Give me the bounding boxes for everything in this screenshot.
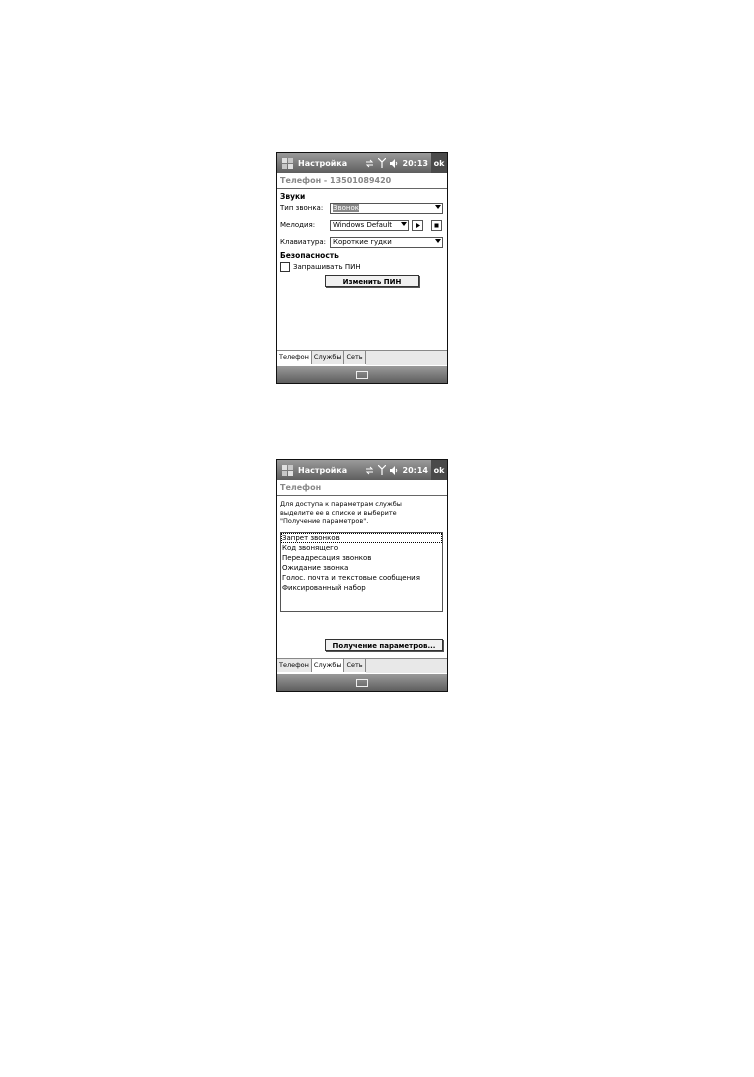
security-section-title: Безопасность: [280, 251, 339, 260]
keyboard-label: Клавиатура:: [280, 238, 327, 246]
stop-icon: [432, 221, 441, 230]
app-title: Настройка: [298, 465, 348, 475]
tab-network[interactable]: Сеть: [344, 659, 365, 672]
keyboard-value: Короткие гудки: [333, 238, 392, 246]
ok-button[interactable]: ok: [431, 460, 447, 480]
tab-bar-filler: [366, 351, 447, 365]
list-item[interactable]: Ожидание звонка: [282, 564, 349, 572]
chevron-down-icon: [435, 239, 441, 243]
play-icon: [413, 221, 422, 230]
tab-services[interactable]: Службы: [312, 659, 345, 672]
phone-services-screen: [276, 459, 448, 692]
list-item[interactable]: Фиксированный набор: [282, 584, 366, 592]
windows-start-icon[interactable]: [279, 462, 295, 478]
status-icons: [365, 153, 428, 173]
menu-bar: [277, 366, 447, 383]
ring-type-label: Тип звонка:: [280, 204, 324, 212]
windows-start-icon[interactable]: [279, 155, 295, 171]
menu-bar: [277, 674, 447, 691]
connectivity-icon: [365, 466, 374, 475]
instructions-line: выделите ее в списке и выберите: [280, 508, 397, 517]
chevron-down-icon: [435, 205, 441, 209]
volume-icon[interactable]: [390, 466, 399, 475]
sounds-section-title: Звуки: [280, 192, 306, 201]
connectivity-icon: [365, 159, 374, 168]
keyboard-dropdown[interactable]: [330, 237, 443, 248]
tab-phone[interactable]: Телефон: [277, 351, 312, 364]
tab-phone[interactable]: Телефон: [277, 659, 312, 672]
services-list[interactable]: [280, 532, 443, 612]
clock[interactable]: 20:13: [402, 158, 428, 168]
clock[interactable]: 20:14: [402, 465, 428, 475]
tab-network[interactable]: Сеть: [344, 351, 365, 364]
tab-services[interactable]: Службы: [312, 351, 345, 364]
signal-antenna-icon: [378, 158, 386, 168]
instructions-text: [280, 500, 444, 526]
ring-type-dropdown[interactable]: [330, 203, 443, 214]
stop-button[interactable]: [431, 220, 442, 231]
title-bar: [277, 153, 447, 173]
keyboard-icon[interactable]: [356, 679, 368, 687]
ok-button[interactable]: ok: [431, 153, 447, 173]
list-item[interactable]: Переадресация звонков: [282, 554, 372, 562]
chevron-down-icon: [401, 222, 407, 226]
ring-type-value: Звонок: [333, 204, 359, 212]
list-item[interactable]: Код звонящего: [282, 544, 339, 552]
list-item[interactable]: Запрет звонков: [281, 533, 442, 543]
melody-dropdown[interactable]: [330, 220, 409, 231]
status-icons: [365, 460, 428, 480]
tab-bar: [277, 658, 447, 673]
app-title: Настройка: [298, 158, 348, 168]
pin-checkbox-label: Запрашивать ПИН: [293, 263, 361, 271]
phone-settings-screen: [276, 152, 448, 384]
tab-bar-filler: [366, 659, 447, 673]
get-parameters-button[interactable]: Получение параметров...: [325, 639, 443, 651]
play-button[interactable]: [412, 220, 423, 231]
instructions-line: "Получение параметров".: [280, 517, 369, 525]
page-header: Телефон - 13501089420: [277, 173, 447, 189]
pin-checkbox[interactable]: [280, 262, 290, 272]
title-bar: [277, 460, 447, 480]
melody-value: Windows Default: [333, 221, 393, 229]
volume-icon[interactable]: [390, 159, 399, 168]
page-header: Телефон: [277, 480, 447, 496]
melody-label: Мелодия:: [280, 221, 316, 229]
signal-antenna-icon: [378, 465, 386, 475]
instructions-line: Для доступа к параметрам службы: [280, 500, 402, 508]
keyboard-icon[interactable]: [356, 371, 368, 379]
list-item[interactable]: Голос. почта и текстовые сообщения: [282, 574, 420, 582]
tab-bar: [277, 350, 447, 365]
change-pin-button[interactable]: Изменить ПИН: [325, 275, 419, 287]
pin-checkbox-row[interactable]: [280, 262, 361, 272]
